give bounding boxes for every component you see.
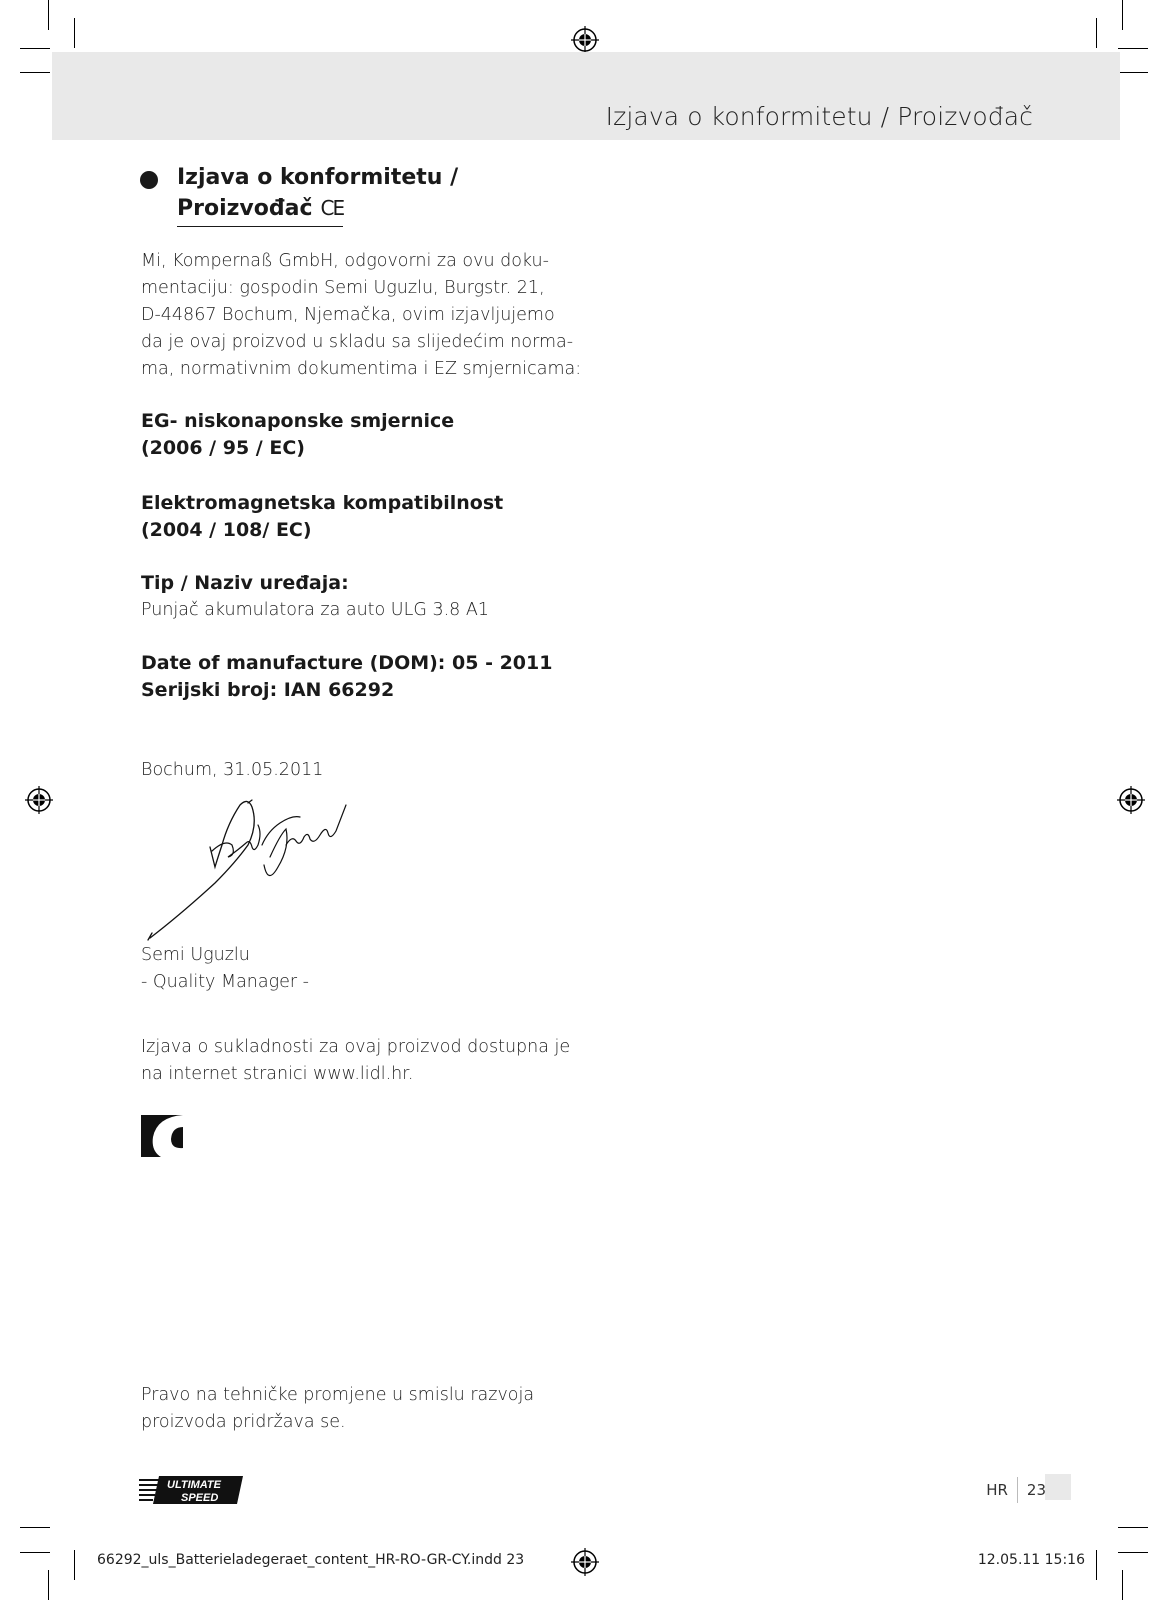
c-mark-logo-icon: [141, 1115, 183, 1157]
crop-mark: [74, 18, 75, 48]
crop-mark: [1122, 0, 1123, 30]
crop-mark: [48, 0, 49, 30]
page-info: [986, 1477, 1046, 1503]
intro-line: D-44867 Bochum, Njemačka, ovim izjavljujemo: [141, 305, 555, 325]
registration-mark-icon: [571, 26, 599, 54]
serial-number: Serijski broj: IAN 66292: [141, 679, 395, 701]
signatory-name: Semi Uguzlu: [141, 945, 250, 965]
logo-text-top: ULTIMATE: [167, 1479, 221, 1491]
crop-mark: [1118, 1552, 1148, 1553]
page-info-divider: [1017, 1477, 1018, 1503]
crop-mark: [1118, 72, 1148, 73]
crop-mark: [48, 1570, 49, 1600]
handwritten-signature: [140, 795, 360, 945]
ce-mark-icon: CE: [320, 196, 344, 220]
registration-mark-icon: [25, 786, 53, 814]
heading-line-2: Proizvođač: [177, 196, 313, 221]
crop-mark: [1096, 1550, 1097, 1580]
page-tab-marker: [1045, 1474, 1071, 1500]
availability-line: na internet stranici www.lidl.hr.: [141, 1064, 414, 1084]
registration-mark-icon: [1117, 786, 1145, 814]
heading-line-2-wrapper: [177, 193, 343, 227]
manufacture-date: Date of manufacture (DOM): 05 - 2011: [141, 652, 553, 674]
place-date: Bochum, 31.05.2011: [141, 760, 324, 780]
availability-line: Izjava o sukladnosti za ovaj proizvod dostupna je: [141, 1037, 571, 1057]
directive-code: (2004 / 108/ EC): [141, 519, 312, 541]
crop-mark: [74, 1550, 75, 1580]
device-value: Punjač akumulatora za auto ULG 3.8 A1: [141, 600, 489, 620]
crop-mark: [1118, 48, 1148, 49]
print-footer-filename: 66292_uls_Batterieladegeraet_content_HR-RO-GR-CY.indd 23: [97, 1552, 525, 1568]
heading-bullet-icon: [140, 171, 158, 189]
ultimate-speed-logo: [139, 1474, 249, 1506]
crop-mark: [1122, 1570, 1123, 1600]
disclaimer-line: proizvoda pridržava se.: [141, 1412, 346, 1432]
section-heading: [177, 163, 458, 227]
directive-low-voltage: [141, 408, 454, 462]
signatory-block: [141, 942, 309, 996]
directive-name: EG- niskonaponske smjernice: [141, 410, 455, 432]
disclaimer-line: Pravo na tehničke promjene u smislu razvoja: [141, 1385, 535, 1405]
crop-mark: [20, 48, 50, 49]
logo-text-bottom: SPEED: [181, 1492, 219, 1504]
disclaimer: [141, 1382, 534, 1436]
intro-paragraph: [141, 248, 581, 383]
crop-mark: [20, 72, 50, 73]
print-footer-date: 12.05.11 15:16: [977, 1552, 1085, 1568]
registration-mark-icon: [571, 1548, 599, 1576]
page-header-title: Izjava o konformitetu / Proizvođač: [605, 102, 1033, 131]
intro-line: Mi, Kompernaß GmbH, odgovorni za ovu doku-: [141, 251, 549, 271]
heading-line-1: Izjava o konformitetu /: [177, 165, 459, 190]
page-number: 23: [1026, 1481, 1046, 1499]
intro-line: ma, normativnim dokumentima i EZ smjernicama:: [141, 359, 582, 379]
crop-mark: [1096, 18, 1097, 48]
crop-mark: [1118, 1527, 1148, 1528]
intro-line: mentaciju: gospodin Semi Uguzlu, Burgstr. 21,: [141, 278, 545, 298]
crop-mark: [20, 1527, 50, 1528]
directive-code: (2006 / 95 / EC): [141, 437, 305, 459]
directive-emc: [141, 490, 503, 544]
device-label: Tip / Naziv uređaja:: [141, 572, 349, 594]
intro-line: da je ovaj proizvod u skladu sa slijedećim norma-: [141, 332, 574, 352]
availability-note: [141, 1034, 570, 1088]
directive-name: Elektromagnetska kompatibilnost: [141, 492, 504, 514]
signatory-role: - Quality Manager -: [141, 972, 309, 992]
page-language: HR: [986, 1481, 1008, 1499]
crop-mark: [20, 1552, 50, 1553]
